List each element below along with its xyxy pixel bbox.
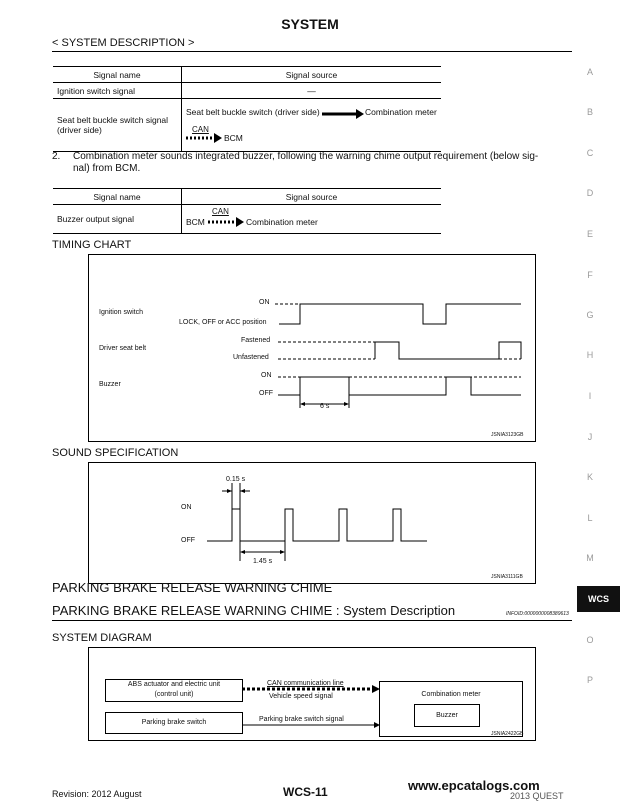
page-number: WCS-11 (283, 785, 328, 799)
sound-waveform (89, 463, 535, 583)
index-letter: F (587, 270, 593, 280)
figure-code: JSNIA3111GB (491, 574, 523, 580)
level-label: LOCK, OFF or ACC position (179, 319, 267, 326)
arrow-head (374, 722, 380, 728)
table-header-signal-source: Signal source (182, 67, 442, 83)
bcm-text: BCM (186, 217, 205, 227)
section-label: < SYSTEM DESCRIPTION > (52, 37, 195, 49)
target-text: Combination meter (246, 217, 318, 227)
header-rule (52, 51, 572, 52)
sound-heading: SOUND SPECIFICATION (52, 447, 179, 459)
dim-arrow (280, 550, 285, 554)
pulse-train (207, 509, 427, 541)
box-label: (control unit) (154, 691, 194, 698)
index-letter: I (588, 391, 592, 401)
level-label: ON (259, 299, 270, 306)
level-label: ON (181, 504, 192, 511)
table-cell (53, 99, 182, 152)
figure-code: JSNIA3123GB (491, 432, 524, 438)
sound-chart (88, 462, 536, 584)
box-label: ABS actuator and electric unit (127, 681, 221, 688)
seatbelt-waveform (375, 342, 521, 359)
ignition-waveform (279, 304, 521, 324)
duration-label: 6 s (320, 403, 330, 410)
signal-table-2 (53, 188, 441, 234)
row-label: Ignition switch (99, 309, 143, 316)
chime-title: PARKING BRAKE RELEASE WARNING CHIME (52, 580, 333, 595)
index-letter: L (587, 513, 593, 523)
index-letter: C (586, 148, 594, 158)
arrow-right-icon (322, 109, 364, 119)
page-title: SYSTEM (281, 16, 339, 32)
index-letter: H (586, 350, 594, 360)
watermark[interactable]: www.epcatalogs.com (408, 778, 540, 793)
signal-table-1 (53, 66, 441, 152)
table-cell: Buzzer output signal (53, 205, 182, 234)
chime-subtitle: PARKING BRAKE RELEASE WARNING CHIME : System Description (52, 603, 456, 618)
level-label: OFF (259, 390, 273, 397)
section-rule (52, 620, 572, 621)
index-letter: D (586, 188, 594, 198)
buzzer-box: Buzzer (414, 704, 480, 727)
level-label: OFF (181, 537, 195, 544)
system-diagram (88, 647, 536, 741)
index-letter: J (587, 432, 593, 442)
row-label: Driver seat belt (99, 345, 147, 352)
arrow-head (372, 685, 380, 693)
dim-arrow (240, 550, 245, 554)
can-line-label: CAN communication line (267, 680, 344, 687)
bcm-text: BCM (224, 133, 243, 143)
index-letter: K (586, 472, 593, 482)
source-text: Seat belt buckle switch (driver side) (186, 107, 320, 117)
cell-line: (driver side) (57, 125, 102, 135)
dim-arrow (344, 402, 349, 406)
level-label: Unfastened (233, 354, 269, 361)
dotted-arrow-icon (186, 133, 222, 143)
level-label: Fastened (241, 337, 271, 344)
table-cell (182, 205, 442, 234)
item-number: 2. (52, 151, 61, 162)
cell-line: Seat belt buckle switch signal (57, 115, 169, 125)
can-label: CAN (212, 207, 229, 216)
signal-label: Vehicle speed signal (269, 693, 333, 700)
info-id: INFOID:0000000008389613 (506, 611, 569, 617)
timing-heading: TIMING CHART (52, 239, 132, 251)
row-label: Buzzer (99, 381, 121, 388)
index-letter: O (586, 635, 594, 645)
box-label: Combination meter (421, 691, 481, 698)
dim-arrow (300, 402, 305, 406)
index-letter: E (586, 229, 593, 239)
table-cell: Ignition switch signal (53, 83, 182, 99)
model-text: 2013 QUEST (510, 791, 564, 801)
dotted-arrow-icon (208, 217, 244, 227)
dim-arrow (240, 489, 245, 493)
section-tab[interactable]: WCS (577, 586, 620, 612)
figure-code: JSNIA2422GB (491, 731, 524, 737)
pulse-label: 0.15 s (226, 476, 246, 483)
table-header-signal-name: Signal name (53, 67, 182, 83)
index-letter: G (586, 310, 594, 320)
can-label: CAN (192, 125, 209, 134)
index-letter: B (586, 107, 593, 117)
table-cell: — (182, 83, 442, 99)
timing-waveforms (89, 255, 535, 441)
item-text-line2: nal) from BCM. (73, 163, 141, 174)
target-text: Combination meter (365, 107, 437, 117)
index-letter: A (586, 67, 593, 77)
dim-arrow (227, 489, 232, 493)
index-letter: P (586, 675, 593, 685)
timing-chart (88, 254, 536, 442)
buzzer-waveform (278, 377, 521, 395)
parking-brake-switch-box: Parking brake switch (105, 712, 243, 734)
signal-label: Parking brake switch signal (259, 716, 344, 723)
item-text-line1: Combination meter sounds integrated buzzer, following the warning chime output requirement (below sig- (73, 151, 539, 162)
level-label: ON (261, 372, 272, 379)
period-label: 1.45 s (253, 558, 273, 565)
table-header-signal-name: Signal name (53, 189, 182, 205)
table-header-signal-source: Signal source (182, 189, 442, 205)
revision-text: Revision: 2012 August (52, 789, 142, 799)
diagram-heading: SYSTEM DIAGRAM (52, 632, 152, 644)
table-cell (182, 99, 442, 152)
index-letter: M (586, 553, 594, 563)
